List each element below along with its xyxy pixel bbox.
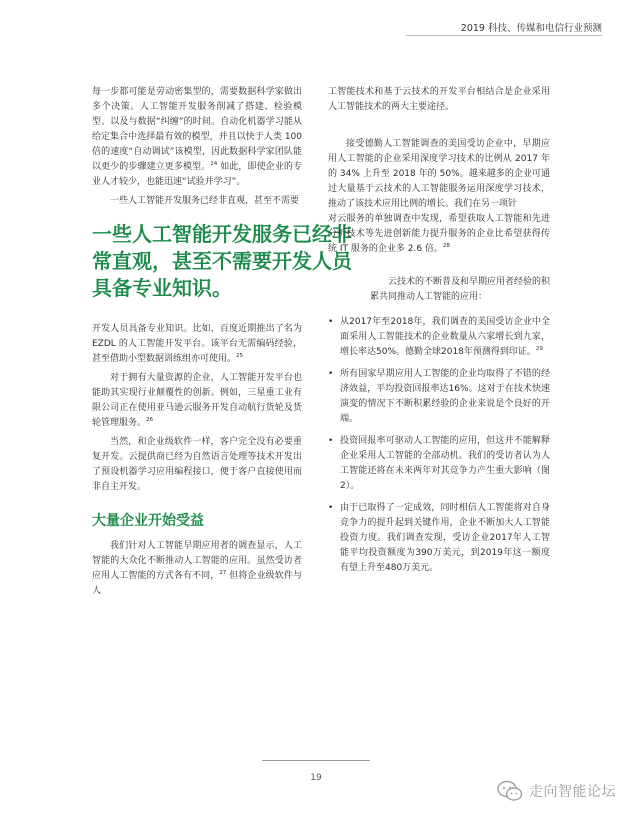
paragraph: 一些人工智能开发服务已经非直观，甚至不需要: [110, 196, 300, 206]
footnote-ref: 25: [236, 353, 244, 359]
left-column: [92, 85, 352, 603]
paragraph: 每一步都可能是劳动密集型的，需要数据科学家做出多个决策。人工智能开发服务削减了搭建、检验模型、以及与数据“纠缠”的时间。自动化机器学习能从给定集合中选择最有效的模型，并且以快于人类 100 倍的速度“自动调试”该模型，因此数据科学家团队能以更少的步骤建立更多模型。$^{24}$ 如此，即使企业的专业人才较少，也能迅速“试验并学习”。: [92, 87, 302, 187]
paragraph: 对云服务的单独调查中发现，希望获取人工智能和先进分析技术等先进创新能力提升服务的企业比希望获得传统 IT 服务的企业多 2.6 倍。$^{28}$: [328, 214, 550, 254]
wechat-icon: [497, 780, 523, 802]
paragraph: 我们针对人工智能早期应用者的调查显示，人工智能的大众化不断推动人工智能的应用。虽然受访者应用人工智能的方式各有不同，$^{27}$ 但将企业级软件与人: [92, 541, 302, 596]
paragraph: 云技术的不断普及和早期应用者经验的积累共同推动人工智能的应用：: [370, 277, 551, 302]
footnote-ref: 26: [146, 417, 154, 423]
paragraph: 开发人员具备专业知识。比如，百度近期推出了名为 EZDL 的人工智能开发平台。该平台无需编码经验，甚至借助小型数据训练组亦可使用。$^{25}$: [92, 324, 302, 364]
footnote-ref: 29: [535, 346, 543, 352]
page-number: 19: [310, 773, 322, 783]
footnote-ref: 28: [442, 243, 450, 249]
right-column: [328, 85, 550, 583]
running-header: 2019 科技、传媒和电信行业预测: [460, 23, 602, 34]
pull-quote: 一些人工智能开发服务已经非常直观，甚至不需要开发人员具备专业知识。: [92, 222, 352, 300]
list-item: • 投资回报率可驱动人工智能的应用，但这并不能解释企业采用人工智能的全部动机。我们的受访者认为人工智能还将在未来两年对其竞争力产生重大影响（图2）。: [328, 434, 550, 494]
list-item: • 由于已取得了一定成效，同时相信人工智能将对自身竞争力的提升起到关键作用，企业不断加大人工智能投资力度。我们调查发现，受访企业2017年人工智能平均投资额度为390万美元，到2019年这一额度有望上升至480万美元。: [328, 501, 550, 576]
section-heading: 大量企业开始受益: [92, 513, 204, 529]
paragraph: 工智能技术和基于云技术的开发平台相结合是企业采用人工智能技术的两大主要途径。: [328, 87, 550, 112]
bullet-list: [328, 315, 550, 576]
paragraph: 当然，和企业级软件一样，客户完全没有必要重复开发。云提供商已经为自然语言处理等技术开发出了预设机器学习应用编程接口，便于客户直接使用而非自主开发。: [92, 437, 302, 492]
footnote-ref: 27: [219, 570, 227, 576]
footnote-ref: 24: [210, 161, 218, 167]
footer-rule: [262, 760, 370, 761]
watermark: [497, 780, 616, 802]
paragraph: 对于拥有大量资源的企业，人工智能开发平台也能助其实现行业颠覆性的创新。例如，三星重工业有限公司正在使用亚马逊云服务开发自动航行货轮及货轮管理服务。$^{26}$: [92, 373, 302, 428]
paragraph: 接受德勤人工智能调查的美国受访企业中，早期应用人工智能的企业采用深度学习技术的比例从 2017 年的 34% 上升至 2018 年的 50%。越来越多的企业可通过大量基于云技术的人工智能服务运用深度学习技术，推动了该技术应用比例的增长。我们在另一项针: [328, 139, 550, 209]
watermark-text: 走向智能论坛: [529, 784, 616, 800]
header-rule: [406, 35, 602, 36]
list-item: • 从2017年至2018年，我们调查的美国受访企业中全面采用人工智能技术的企业数量从六家增长到九家，增长率达50%。德勤全球2018年预测得到印证。$^{29}$: [328, 315, 550, 360]
list-item: • 所有国家早期应用人工智能的企业均取得了不错的经济效益，平均投资回报率达16%。这对于在技术快速演变的情况下不断积累经验的企业来说是个良好的开端。: [328, 367, 550, 427]
